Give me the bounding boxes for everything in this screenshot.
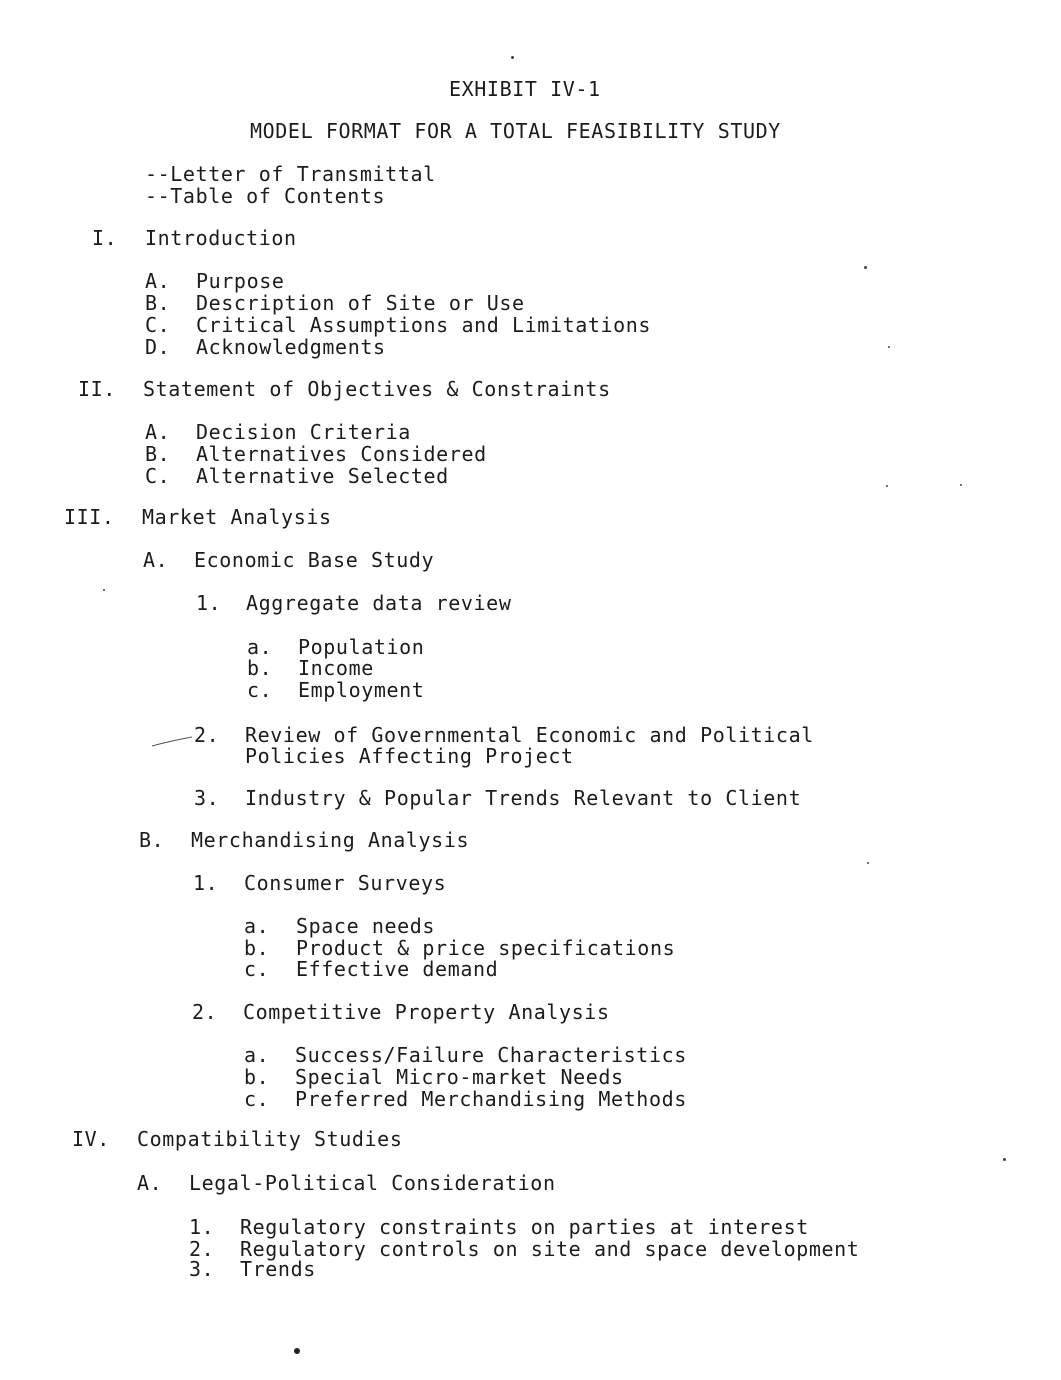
document-title: MODEL FORMAT FOR A TOTAL FEASIBILITY STUDY	[250, 119, 781, 143]
subsection-letter: A.	[137, 1171, 163, 1195]
subitem-letter: a.	[247, 635, 273, 659]
subitem-text: Success/Failure Characteristics	[295, 1043, 687, 1067]
item-letter: B.	[145, 442, 171, 466]
item-number: 3.	[194, 786, 220, 810]
item-text: Aggregate data review	[246, 591, 512, 615]
scan-speck	[888, 346, 890, 348]
item-letter: A.	[145, 420, 171, 444]
item-number: 2.	[194, 723, 220, 747]
section-title: Market Analysis	[142, 505, 332, 529]
item-text: Regulatory constraints on parties at interest	[240, 1215, 809, 1239]
item-text: Consumer Surveys	[244, 871, 447, 895]
item-number: 1.	[196, 591, 222, 615]
item-letter: C.	[145, 464, 171, 488]
subitem-text: Population	[298, 635, 425, 659]
preface-table-of-contents: --Table of Contents	[145, 184, 386, 208]
section-title: Statement of Objectives & Constraints	[143, 377, 611, 401]
item-text: Acknowledgments	[196, 335, 386, 359]
item-number: 2.	[192, 1000, 218, 1024]
subitem-letter: b.	[244, 936, 270, 960]
section-number: IV.	[72, 1127, 110, 1151]
exhibit-label: EXHIBIT IV-1	[449, 77, 601, 101]
scan-speck	[886, 485, 888, 487]
subitem-letter: c.	[244, 957, 270, 981]
item-text: Alternative Selected	[196, 464, 449, 488]
subitem-text: Product & price specifications	[296, 936, 676, 960]
scan-speck	[867, 862, 869, 864]
item-text: Industry & Popular Trends Relevant to Client	[245, 786, 802, 810]
scan-speck	[864, 266, 867, 269]
subitem-letter: c.	[247, 678, 273, 702]
subitem-letter: a.	[244, 1043, 270, 1067]
subsection-letter: B.	[139, 828, 165, 852]
item-text-line: Review of Governmental Economic and Political	[245, 723, 814, 747]
section-number: I.	[92, 226, 118, 250]
item-number: 2.	[189, 1237, 215, 1261]
item-letter: B.	[145, 291, 171, 315]
scan-speck	[960, 484, 962, 486]
item-text: Alternatives Considered	[196, 442, 487, 466]
item-text: Competitive Property Analysis	[243, 1000, 610, 1024]
section-number: III.	[64, 505, 115, 529]
scan-speck	[1003, 1158, 1006, 1161]
item-letter: D.	[145, 335, 171, 359]
section-title: Compatibility Studies	[137, 1127, 403, 1151]
item-text: Purpose	[196, 269, 285, 293]
item-number: 1.	[193, 871, 219, 895]
subitem-text: Effective demand	[296, 957, 499, 981]
subitem-text: Income	[298, 656, 374, 680]
subitem-text: Space needs	[296, 914, 436, 938]
scan-speck	[511, 56, 514, 59]
subitem-text: Special Micro-market Needs	[295, 1065, 624, 1089]
item-text-line: Policies Affecting Project	[245, 744, 574, 768]
item-text: Description of Site or Use	[196, 291, 525, 315]
subsection-title: Merchandising Analysis	[191, 828, 470, 852]
subitem-letter: a.	[244, 914, 270, 938]
item-number: 3.	[189, 1257, 215, 1281]
item-letter: A.	[145, 269, 171, 293]
item-text: Regulatory controls on site and space development	[240, 1237, 860, 1261]
subitem-letter: b.	[247, 656, 273, 680]
scan-speck	[294, 1348, 300, 1354]
section-number: II.	[78, 377, 116, 401]
subitem-letter: c.	[244, 1087, 270, 1111]
subsection-title: Legal-Political Consideration	[189, 1171, 556, 1195]
section-title: Introduction	[145, 226, 297, 250]
subitem-letter: b.	[244, 1065, 270, 1089]
subitem-text: Employment	[298, 678, 425, 702]
preface-letter-of-transmittal: --Letter of Transmittal	[145, 162, 436, 186]
item-text: Decision Criteria	[196, 420, 411, 444]
subitem-text: Preferred Merchandising Methods	[295, 1087, 687, 1111]
item-text: Critical Assumptions and Limitations	[196, 313, 652, 337]
subsection-letter: A.	[143, 548, 169, 572]
item-number: 1.	[189, 1215, 215, 1239]
item-letter: C.	[145, 313, 171, 337]
scan-speck	[103, 589, 105, 591]
pencil-mark	[150, 735, 195, 749]
subsection-title: Economic Base Study	[194, 548, 435, 572]
item-text: Trends	[240, 1257, 316, 1281]
